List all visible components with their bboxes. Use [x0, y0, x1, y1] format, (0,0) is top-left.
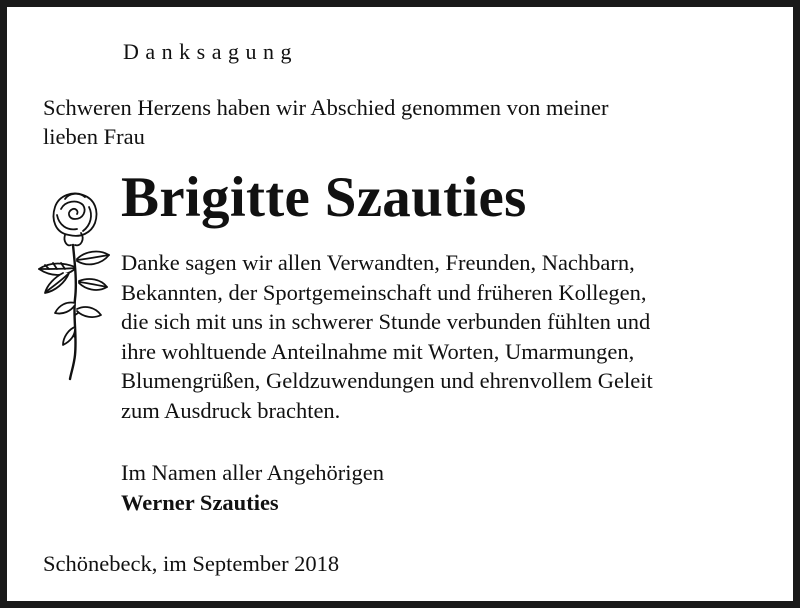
body-line: Bekannten, der Sportgemeinschaft und früheren Kollegen,: [121, 279, 647, 305]
body-line: die sich mit uns in schwerer Stunde verbunden fühlten und: [121, 309, 651, 334]
place-date: Schönebeck, im September 2018: [43, 551, 340, 576]
deceased-name: Brigitte Szauties: [121, 166, 527, 229]
thanks-text: [121, 248, 653, 425]
body-line: ihre wohltuende Anteilnahme mit Worten, Umarmungen,: [121, 338, 635, 364]
body-line: zum Ausdruck brachten.: [121, 397, 341, 423]
notice-heading: Danksagung: [123, 39, 298, 64]
rose-icon: [25, 185, 117, 381]
signature-label: Im Namen aller Angehörigen: [121, 460, 385, 485]
body-line: Blumengrüßen, Geldzuwendungen und ehrenvollem Geleit: [121, 368, 653, 393]
intro-line: lieben Frau: [43, 124, 145, 149]
signature-name: Werner Szauties: [121, 490, 279, 515]
body-line: Danke sagen wir allen Verwandten, Freunden, Nachbarn,: [121, 250, 635, 275]
intro-text: [43, 93, 608, 151]
intro-line: Schweren Herzens haben wir Abschied genommen von meiner: [43, 95, 609, 120]
